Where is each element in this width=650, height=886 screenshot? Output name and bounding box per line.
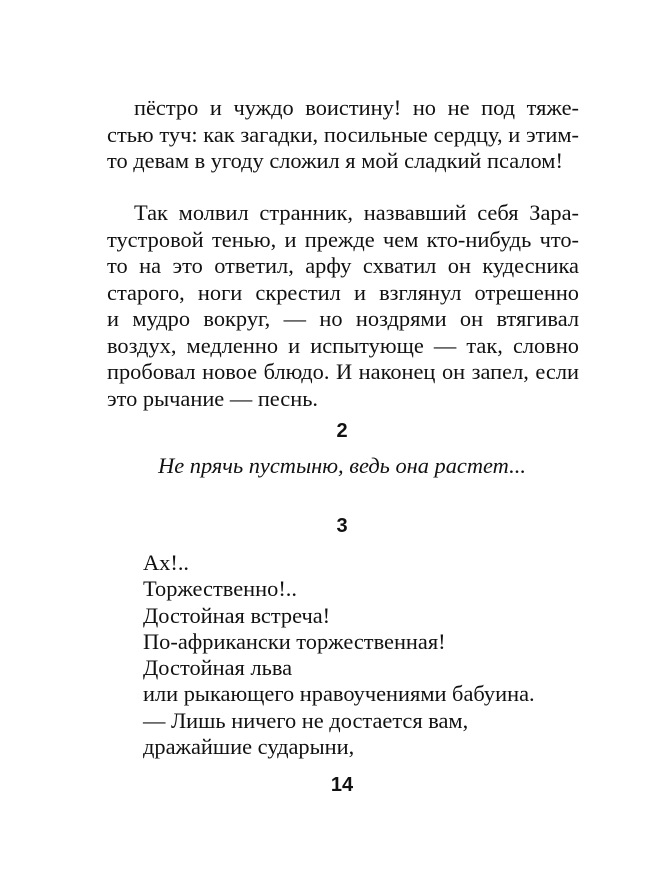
section-number-3: 3 (336, 515, 348, 537)
paragraph-continuation (107, 95, 579, 175)
text-line: тустровой тенью, и прежде чем кто-нибудь что- (107, 226, 579, 252)
text-line: и мудро вокруг, — но ноздрями он втягивал (107, 306, 579, 331)
poem-line: Достойная льва (143, 655, 293, 681)
text-line: пёстро и чуждо воистину! но не под тяже- (134, 95, 579, 120)
poem-line: дражайшие сударыни, (143, 734, 355, 760)
text-line: Так молвил странник, назвавший себя Зара- (134, 200, 579, 225)
text-line: то девам в угоду сложил я мой сладкий псалом! (107, 148, 563, 173)
text-line: это рычание — песнь. (107, 385, 319, 411)
text-line: пробовал новое блюдо. И наконец он запел, если (107, 359, 579, 384)
text-line: стью туч: как загадки, посильные сердцу, и этим- (107, 121, 579, 147)
epigraph: Не прячь пустыню, ведь она растет... (158, 453, 526, 478)
text-line: воздух, медленно и испытующе — так, словно (107, 332, 579, 358)
poem-line: — Лишь ничего не достается вам, (143, 707, 469, 733)
section-number-2: 2 (336, 420, 348, 442)
page-number: 14 (330, 774, 354, 796)
poem-line: или рыкающего нравоучениями бабуина. (143, 681, 535, 707)
text-line: то на это ответил, арфу схватил он кудесника (107, 253, 579, 278)
poem-line: Ах!.. (143, 550, 190, 575)
poem-line: Торжественно!.. (143, 576, 297, 602)
poem-line: По-африкански торжественная! (143, 628, 446, 654)
poem-line: Достойная встреча! (143, 602, 331, 628)
poem (143, 550, 535, 760)
paragraph-narration (107, 200, 579, 412)
text-line: старого, ноги скрестил и взглянул отрешенно (107, 279, 579, 305)
